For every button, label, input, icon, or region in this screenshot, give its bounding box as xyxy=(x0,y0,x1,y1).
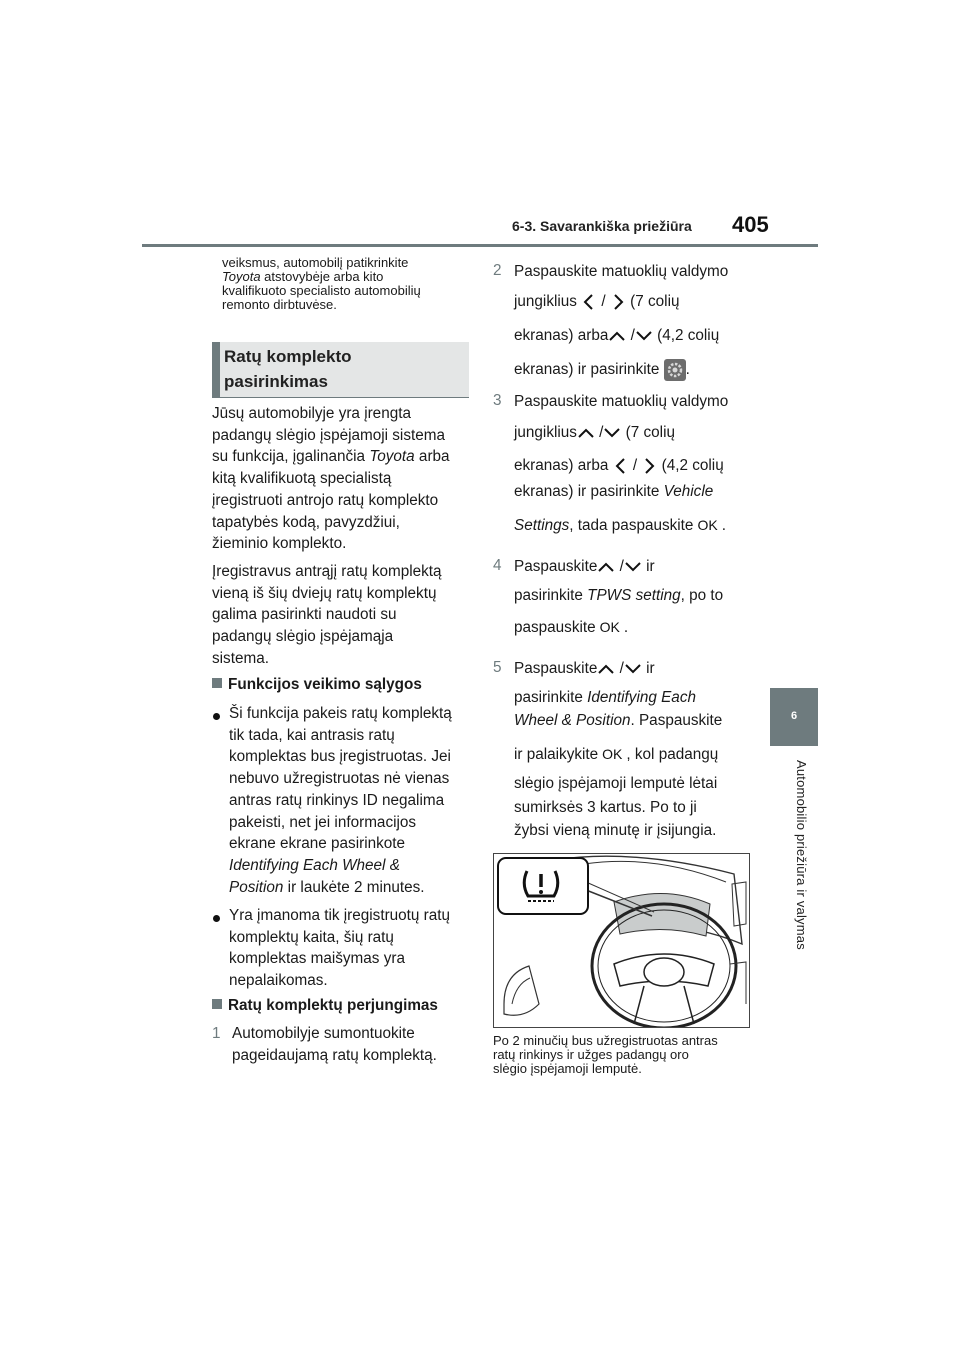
ok-button-icon: OK xyxy=(602,746,623,762)
step-text: ir palaikykite OK , kol padangų xyxy=(514,746,719,763)
step-text: ekranas) arba / (4,2 colių xyxy=(514,327,720,344)
dashboard-illustration xyxy=(493,853,750,1028)
step-text: Automobilyje sumontuokite pageidaujamą ratų komplektą. xyxy=(232,1025,437,1064)
square-bullet-icon xyxy=(212,678,222,688)
page-number: 405 xyxy=(732,212,769,237)
step-text: jungiklius / (7 colių xyxy=(514,424,675,441)
paragraph-system-description: Jūsų automobilyje yra įrengta padangų slėgio įspėjamoji sistema su funkcija, įgalinančia Toyota arba kitą kvalifikuotą specialistą įregistruoti antrojo ratų komplekto tapatybės kodą, pavyzdžiui, žieminio komplekto. xyxy=(212,405,450,553)
step-text: slėgio įspėjamoji lemputė lėtai xyxy=(514,775,718,792)
step-text: pasirinkite TPWS setting, po to xyxy=(514,587,724,604)
header-rule xyxy=(142,244,818,247)
chevron-up-icon xyxy=(597,662,615,676)
step-text: Paspauskite matuoklių valdymo xyxy=(514,393,729,410)
step-text: jungiklius / (7 colių xyxy=(514,293,680,311)
subheading-conditions: Funkcijos veikimo sąlygos xyxy=(212,676,422,694)
chapter-label: Automobilio priežiūra ir valymas xyxy=(794,760,809,950)
section-heading-bar xyxy=(212,342,220,398)
step-text: Wheel & Position. Paspauskite xyxy=(514,712,723,729)
ok-button-icon: OK xyxy=(697,517,718,533)
chevron-up-icon xyxy=(577,426,595,440)
intro-paragraph: veiksmus, automobilį patikrinkite Toyota atstovybėje arba kito kvalifikuoto specialisto automobilių remonto dirbtuvėse. xyxy=(222,255,421,312)
bullet-item: Ši funkcija pakeis ratų komplektą tik tada, kai antrasis ratų komplektas bus įregistruotas. Jei nebuvo užregistruotas nė vienas antras ratų rinkinys ID negalima pakeisti, net jei informacijos ekrane ekrane pasirinkote Identifying Each Wheel & Position ir laukėte 2 minutes. xyxy=(229,705,452,896)
step-number: 1 xyxy=(212,1025,221,1042)
step-text: ekranas) ir pasirinkite Vehicle xyxy=(514,483,714,500)
figure-caption: Po 2 minučių bus užregistruotas antras ratų rinkinys ir užges padangų oro slėgio įspėjamoji lemputė. xyxy=(493,1033,718,1076)
subheading-switching: Ratų komplektų perjungimas xyxy=(212,997,438,1015)
step-text: pasirinkite Identifying Each xyxy=(514,689,696,706)
bullet-dot-icon xyxy=(213,915,220,922)
chevron-left-icon xyxy=(613,456,629,476)
step-text: Paspauskite / ir xyxy=(514,558,655,575)
running-header: 6-3. Savarankiška priežiūra xyxy=(512,218,692,234)
chevron-up-icon xyxy=(608,329,626,343)
step-number: 4 xyxy=(493,557,502,574)
dashboard-drawing xyxy=(494,854,749,1027)
bullet-dot-icon xyxy=(213,713,220,720)
chevron-down-icon xyxy=(635,329,653,343)
chevron-down-icon xyxy=(603,426,621,440)
step-text: žybsi vieną minutę ir įsijungia. xyxy=(514,822,717,839)
step-text: sumirksės 3 kartus. Po to ji xyxy=(514,799,697,816)
bullet-item: Yra įmanoma tik įregistruotų ratų komplektų kaita, šių ratų komplektas maišymas yra nepalaikomas. xyxy=(229,907,451,990)
square-bullet-icon xyxy=(212,999,222,1009)
gear-icon xyxy=(664,359,686,381)
step-text: ekranas) ir pasirinkite . xyxy=(514,359,690,381)
step-text: paspauskite OK . xyxy=(514,619,629,636)
step-text: Paspauskite / ir xyxy=(514,660,655,677)
chevron-right-icon xyxy=(610,292,626,312)
chevron-left-icon xyxy=(581,292,597,312)
chapter-number: 6 xyxy=(790,710,798,722)
step-text: Settings, tada paspauskite OK . xyxy=(514,517,726,534)
chevron-down-icon xyxy=(624,560,642,574)
step-number: 3 xyxy=(493,392,502,409)
step-text: ekranas) arba / (4,2 colių xyxy=(514,457,724,475)
ok-button-icon: OK xyxy=(599,619,620,635)
heading-rule xyxy=(212,397,469,398)
section-heading: Ratų komplekto pasirinkimas xyxy=(224,347,352,391)
paragraph-registration: Įregistravus antrąjį ratų komplektą vieną iš šių dviejų ratų komplektų galima pasirinkti naudoti su padangų slėgio įspėjamąja sistema. xyxy=(212,563,442,667)
step-text: Paspauskite matuoklių valdymo xyxy=(514,263,729,280)
chevron-down-icon xyxy=(624,662,642,676)
chevron-up-icon xyxy=(597,560,615,574)
chevron-right-icon xyxy=(641,456,657,476)
step-number: 2 xyxy=(493,262,502,279)
step-number: 5 xyxy=(493,659,502,676)
